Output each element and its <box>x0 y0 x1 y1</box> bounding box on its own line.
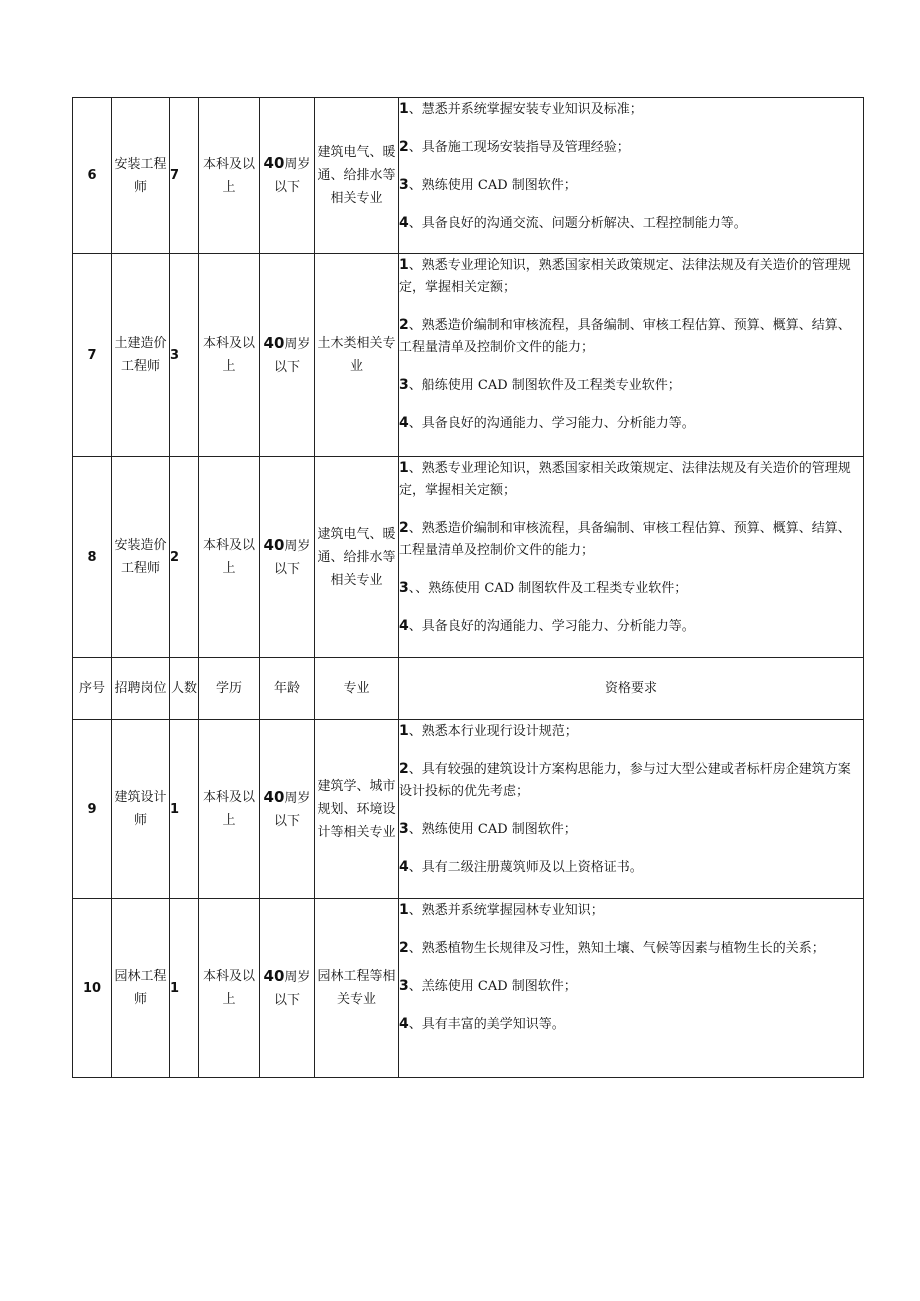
requirement-item: 1、熟悉专业理论知识，熟悉国家相关政策规定、法律法规及有关造价的管理规定，掌握相关定额； <box>399 257 851 295</box>
requirements-cell <box>399 457 864 658</box>
requirement-item: 3、羔练使用 CAD 制图软件； <box>399 978 577 994</box>
major-cell: 土木类相关专业 <box>315 254 399 457</box>
count-cell: 2 <box>170 457 199 658</box>
seq-cell: 6 <box>73 98 112 254</box>
major-cell: 园林工程等相关专业 <box>315 899 399 1078</box>
age-text: 周岁以下 <box>273 538 311 577</box>
requirement-item: 4、具备良好的沟通能力、学习能力、分析能力等。 <box>399 618 695 634</box>
header-major: 专业 <box>315 658 399 720</box>
age-text: 周岁以下 <box>273 969 311 1008</box>
requirements-cell <box>399 98 864 254</box>
requirement-item: 2、具有较强的建筑设计方案构思能力，参与过大型公建或者标杆房企建筑方案设计投标的优先考虑； <box>399 761 851 799</box>
header-count: 人数 <box>170 658 199 720</box>
major-cell: 逮筑电气、暖通、给排水等相关专业 <box>315 457 399 658</box>
education-cell: 本科及以上 <box>199 899 260 1078</box>
table-header-row <box>73 658 864 720</box>
header-position: 招聘岗位 <box>112 658 170 720</box>
requirement-item: 3、、熟练使用 CAD 制图软件及工程类专业软件； <box>399 580 688 596</box>
age-number: 40 <box>263 154 285 172</box>
position-cell: 园林工程师 <box>112 899 170 1078</box>
header-seq: 序号 <box>73 658 112 720</box>
requirement-item: 3、熟练使用 CAD 制图软件； <box>399 821 577 837</box>
position-cell: 土建造价工程师 <box>112 254 170 457</box>
requirement-item: 2、熟悉植物生长规律及习性，熟知土壤、气候等因素与植物生长的关系； <box>399 940 825 956</box>
age-cell <box>260 98 315 254</box>
requirement-item: 1、慧悉并系统掌握安装专业知识及标准； <box>399 101 643 117</box>
position-cell: 安装造价工程师 <box>112 457 170 658</box>
age-text: 周岁以下 <box>273 157 311 195</box>
header-education: 学历 <box>199 658 260 720</box>
requirement-item: 4、具有丰富的美学知识等。 <box>399 1016 565 1032</box>
major-cell: 建筑学、城市规划、环境设计等相关专业 <box>315 720 399 899</box>
count-cell: 1 <box>170 899 199 1078</box>
header-age: 年龄 <box>260 658 315 720</box>
education-cell: 本科及以上 <box>199 457 260 658</box>
age-cell <box>260 457 315 658</box>
table-row <box>73 98 864 254</box>
count-cell: 7 <box>170 98 199 254</box>
requirement-item: 1、熟悉本行业现行设计规范； <box>399 723 578 739</box>
table-row <box>73 720 864 899</box>
age-text: 周岁以下 <box>273 790 311 829</box>
requirement-item: 2、具备施工现场安装指导及管理经验； <box>399 139 630 155</box>
requirement-item: 3、熟练使用 CAD 制图软件； <box>399 177 577 193</box>
age-number: 40 <box>263 333 285 352</box>
age-number: 40 <box>263 535 285 554</box>
requirements-cell <box>399 254 864 457</box>
major-cell: 建筑电气、暖通、给排水等相关专业 <box>315 98 399 254</box>
age-number: 40 <box>263 966 285 985</box>
requirement-item: 3、船练使用 CAD 制图软件及工程类专业软件； <box>399 377 681 393</box>
count-cell: 1 <box>170 720 199 899</box>
recruitment-table <box>72 97 864 1078</box>
requirement-item: 1、熟悉并系统掌握园林专业知识； <box>399 902 604 918</box>
seq-cell: 8 <box>73 457 112 658</box>
seq-cell: 10 <box>73 899 112 1078</box>
seq-cell: 7 <box>73 254 112 457</box>
education-cell: 本科及以上 <box>199 254 260 457</box>
requirement-item: 2、熟悉造价编制和审核流程，具备编制、审核工程估算、预算、概算、结算、工程量清单及控制价文件的能力； <box>399 317 851 355</box>
position-cell: 安装工程师 <box>112 98 170 254</box>
table-row <box>73 254 864 457</box>
age-cell <box>260 720 315 899</box>
age-cell <box>260 254 315 457</box>
requirement-item: 1、熟悉专业理论知识，熟悉国家相关政策规定、法律法规及有关造价的管理规定，掌握相关定额； <box>399 460 851 498</box>
count-cell: 3 <box>170 254 199 457</box>
seq-cell: 9 <box>73 720 112 899</box>
header-requirements: 资格要求 <box>399 658 864 720</box>
age-text: 周岁以下 <box>273 336 311 375</box>
age-number: 40 <box>263 787 285 806</box>
education-cell: 本科及以上 <box>199 98 260 254</box>
table-row <box>73 457 864 658</box>
age-cell <box>260 899 315 1078</box>
requirements-cell <box>399 899 864 1078</box>
table-row <box>73 899 864 1078</box>
requirement-item: 4、具有二级注册蔑筑师及以上资格证书。 <box>399 859 643 875</box>
requirements-cell <box>399 720 864 899</box>
requirement-item: 2、熟悉造价编制和审核流程，具备编制、审核工程估算、预算、概算、结算、工程量清单及控制价文件的能力； <box>399 520 851 558</box>
position-cell: 建筑设计师 <box>112 720 170 899</box>
requirement-item: 4、具备良好的沟通能力、学习能力、分析能力等。 <box>399 415 695 431</box>
education-cell: 本科及以上 <box>199 720 260 899</box>
requirement-item: 4、具备良好的沟通交流、问题分析解决、工程控制能力等。 <box>399 215 747 231</box>
